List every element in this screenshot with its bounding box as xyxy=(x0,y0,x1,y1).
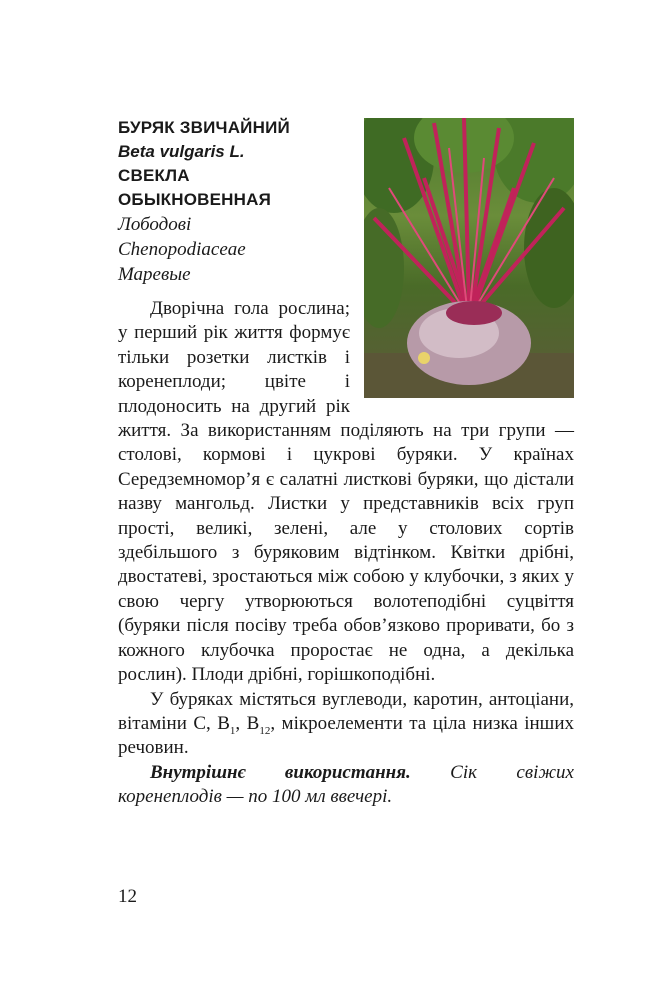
page-number: 12 xyxy=(118,886,137,907)
title-latin: Beta vulgaris L. xyxy=(118,142,245,161)
title-ru-line1: СВЕКЛА xyxy=(118,166,190,185)
paragraph-composition xyxy=(118,688,574,761)
family-ua: Лободові xyxy=(118,214,192,235)
family-ru: Маревые xyxy=(118,264,191,285)
beet-plant-icon xyxy=(364,118,574,398)
vitamin-b1-subscript: 1 xyxy=(229,724,236,737)
composition-separator: , В xyxy=(235,712,260,734)
beet-plant-photo xyxy=(364,118,574,398)
composition-text-1: У буряках містяться вуглеводи, каротин, антоціани, вітаміни С, В xyxy=(118,688,574,734)
title-ua: БУРЯК ЗВИЧАЙНИЙ xyxy=(118,118,290,137)
usage-label: Внутрішнє використання. xyxy=(150,761,411,783)
page-content xyxy=(118,116,574,810)
composition-text-2: , мікроелементи та ціла низка інших речовин. xyxy=(118,712,574,759)
usage-text: Сік свіжих коренеплодів — по 100 мл ввечері. xyxy=(118,761,574,808)
title-ru-line2: ОБЫКНОВЕННАЯ xyxy=(118,190,272,209)
family-latin: Chenopodiaceae xyxy=(118,239,246,260)
paragraph-description: Дворічна гола рослина; у перший рік життя формує тільки розетки листків і коренеплоди; цвіте і плодоносить на другий рік життя. За використанням поділяють на три групи — столові, кормові і цукрові буряки. У країнах Середземномор’я є салатні листкові буряки, що дістали назву мангольд. Листки у представників всіх груп прості, великі, зелені, але у столових сортів здебільшого з буряковим відтінком. Квітки дрібні, двостатеві, зростаються між собою у клубочки, з яких у свою чергу утворюються волотеподібні суцвіття (буряки після посіву треба обов’язково проривати, бо з кожного клубочка проростає не одна, а декілька рослин). Плоди дрібні, горішкоподібні. xyxy=(118,298,574,686)
vitamin-b12-subscript: 12 xyxy=(259,724,271,737)
paragraph-usage xyxy=(118,761,574,810)
